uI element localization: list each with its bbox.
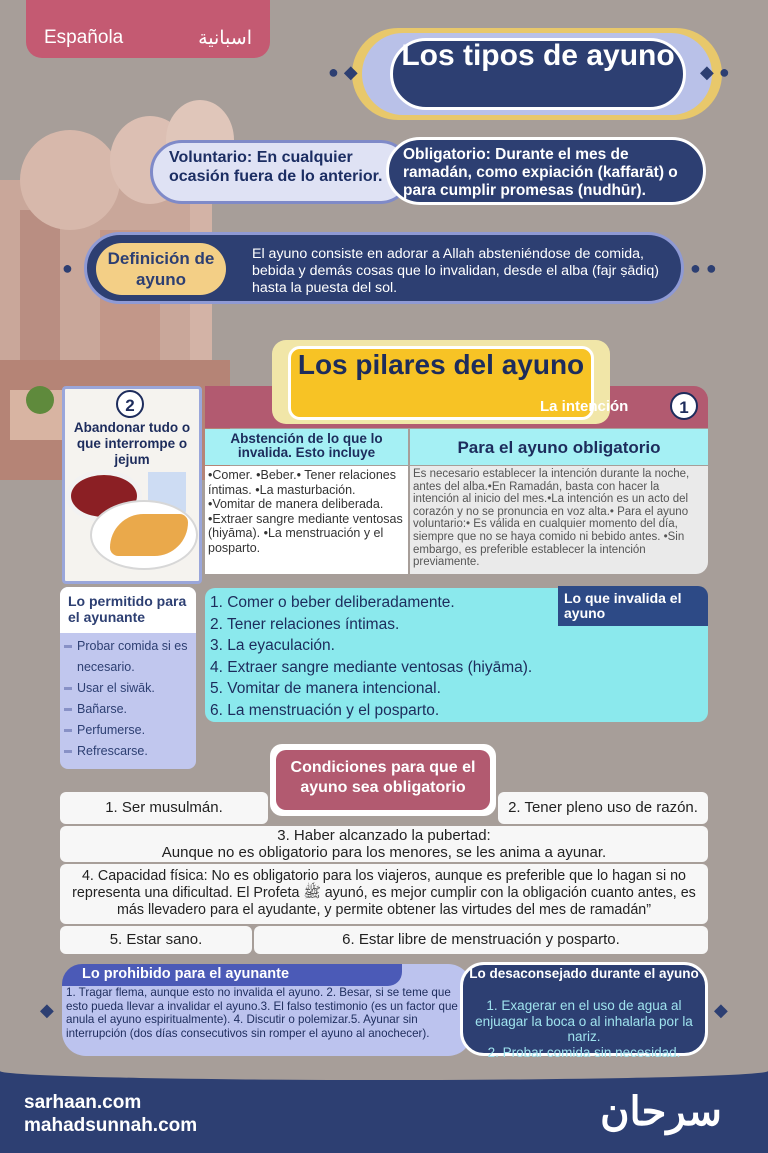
permitted-item: Perfumerse. [77, 723, 146, 737]
condition-3 [60, 826, 708, 862]
site-link-mahadsunnah[interactable]: mahadsunnah.com [24, 1115, 198, 1136]
definition-text: El ayuno consiste en adorar a Allah absteniéndose de comida, bebida y demás cosas que lo invalidan, desde el alba (fajr ṣādiq) hasta la puesta del sol. [252, 246, 659, 296]
intention-label: La intención [540, 398, 629, 415]
dot-icon: ● ◆ [328, 62, 358, 82]
invalidates-title: Lo que invalida el ayuno [558, 586, 708, 626]
list-item: 1. Comer o beber deliberadamente. [210, 594, 455, 611]
voluntary-box: Voluntario: En cualquier ocasión fuera de lo anterior. [150, 140, 412, 204]
condition-3-note: Aunque no es obligatorio para los menores, se les anima a ayunar. [161, 844, 607, 861]
list-item [77, 657, 209, 678]
logo: سرحان [600, 1090, 722, 1134]
condition-1: 1. Ser musulmán. [60, 792, 268, 824]
list-item [64, 678, 196, 699]
list-item [64, 699, 196, 720]
forbidden-text: 1. Tragar flema, aunque esto no invalida el ayuno. 2. Besar, si se teme que esto pueda llevar a invalidar el ayuno.3. El falso testimonio (es un factor que anula el ayuno espiritualmente). 4. Discutir o polemizar.5. Ayunar sin interrupción (dos días consecutivos sin romper el ayuno al anochecer). [66, 986, 458, 1040]
discouraged-title: Lo desaconsejado durante el ayuno [469, 966, 699, 981]
list-item [64, 741, 196, 762]
condition-5: 5. Estar sano. [60, 926, 252, 954]
dot-icon: ● [62, 258, 73, 278]
dot-icon: ◆ ● [700, 62, 730, 82]
list-item: 1. Exagerar en el uso de agua al enjuagar la boca o al inhalarla por la nariz. [475, 998, 693, 1044]
pillar-number-1: 1 [670, 392, 698, 420]
language-ar: اسبانية [198, 28, 252, 49]
condition-6: 6. Estar libre de menstruación y posparto. [254, 926, 708, 954]
dash-icon [64, 708, 72, 711]
dot-icon: ◆ [714, 1000, 728, 1020]
list-item [64, 720, 196, 741]
dash-icon [64, 750, 72, 753]
list-item: 6. La menstruación y el posparto. [210, 701, 440, 719]
permitted-item: Bañarse. [77, 702, 128, 716]
footer-wave [0, 1062, 768, 1080]
list-item [64, 636, 196, 657]
abstention-header: Abstención de lo que lo invalida. Esto incluye [205, 429, 408, 465]
language-es: Española [44, 27, 124, 48]
page-title: Los tipos de ayuno [401, 39, 675, 72]
intention-body: Es necesario establecer la intención durante la noche, antes del alba.•En Ramadán, basta con hacer la intención al inicio del mes.•La intención es un acto del corazón y no se pronuncia en voz alta.• Para el ayuno voluntario:• Es válida en cualquier momento del día, siempre que no se haya comido ni bebido antes. •Sin embargo, es preferible establecer la intención previamente. [410, 466, 708, 574]
list-item: 3. La eyaculación. [210, 637, 335, 654]
site-link-sarhaan[interactable]: sarhaan.com [24, 1092, 142, 1113]
dash-icon [64, 645, 72, 648]
language-badge [26, 0, 270, 58]
list-item: 4. Extraer sangre mediante ventosas (hiyāma). [210, 658, 533, 676]
dash-icon [64, 729, 72, 732]
permitted-item: Refrescarse. [77, 744, 148, 758]
condition-4: 4. Capacidad física: No es obligatorio para los viajeros, aunque es preferible que lo hagan si no representa una dificultad. El Profeta ﷺ ayunó, es mejor cumplir con la obligación cuanto antes, es más llevadero para el ayudante, y permite obtener las virtudes del mes de ramadán” [60, 864, 708, 924]
permitted-title: Lo permitido para el ayunante [60, 587, 196, 633]
condition-2: 2. Tener pleno uso de razón. [498, 792, 708, 824]
abandon-text: Abandonar tudo o que interrompe o jejum [73, 420, 191, 467]
dot-icon: ◆ [40, 1000, 54, 1020]
abstention-body: •Comer. •Beber.• Tener relaciones íntimas. •La masturbación. •Vomitar de manera deliberada. •Extraer sangre mediante ventosas (hiyāma). •La menstruación y el posparto. [205, 466, 408, 574]
list-item: 2. Tener relaciones íntimas. [210, 615, 400, 633]
list-item: 2. Probar comida sin necesidad. [487, 1044, 681, 1060]
permitted-item: Probar comida si es [77, 639, 188, 653]
condition-3-title: 3. Haber alcanzado la pubertad: [277, 827, 491, 844]
dash-icon [64, 687, 72, 690]
list-item: 5. Vomitar de manera intencional. [210, 680, 441, 697]
obligatory-fast-header: Para el ayuno obligatorio [410, 429, 708, 465]
conditions-title: Condiciones para que el ayuno sea obligatorio [276, 750, 490, 810]
pillar-number-2: 2 [116, 390, 144, 418]
dot-icon: ● ● [690, 258, 717, 278]
permitted-item: necesario. [77, 660, 135, 674]
pillars-title: Los pilares del ayuno [297, 349, 585, 380]
obligatory-box: Obligatorio: Durante el mes de ramadán, como expiación (kaffarāt) o para cumplir promesas (nudhūr). [386, 137, 706, 205]
permitted-item: Usar el siwāk. [77, 681, 155, 695]
forbidden-title: Lo prohibido para el ayunante [62, 964, 402, 986]
discouraged-list [462, 998, 706, 1060]
definition-label: Definición de ayuno [96, 243, 226, 295]
